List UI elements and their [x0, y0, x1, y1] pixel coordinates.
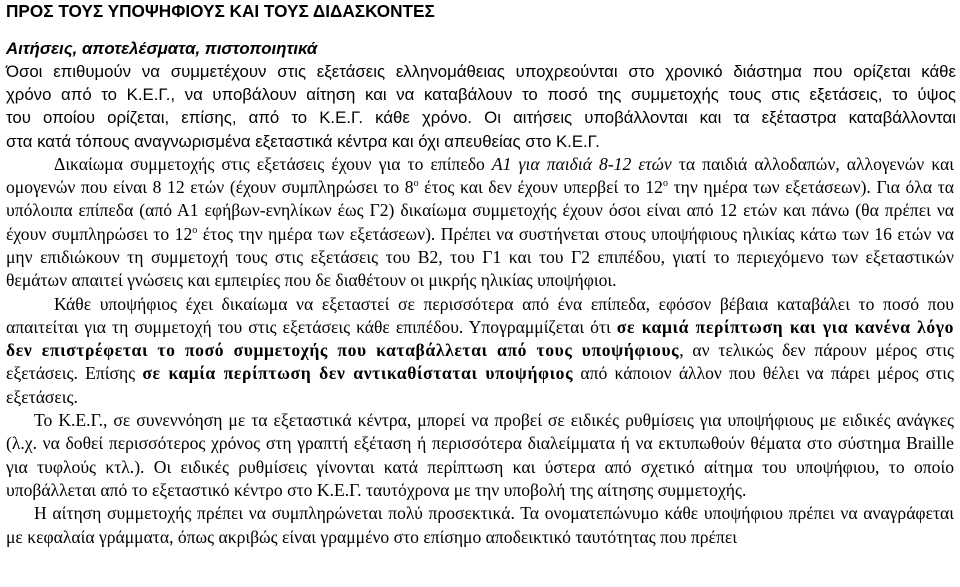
application-form-paragraph: Η αίτηση συμμετοχής πρέπει να συμπληρώνεται πολύ προσεκτικά. Τα ονοματεπώνυμο κάθε υποψήφιου πρέπει να αναγράφεται με κεφαλαία γράμματα, όπως ακριβώς είναι γραμμένο στο επίσημο αποδεικτικό ταυτότητας που πρέπει — [6, 503, 954, 547]
ordinal-superscript: ο — [192, 224, 198, 236]
intro-line-1: Όσοι επιθυμούν να συμμετέχουν στις εξετάσεις ελληνομάθειας υποχρεούνται στο χρονικό διάστημα που ορίζεται κάθε — [6, 62, 956, 81]
fees-paragraph — [6, 293, 954, 409]
fees-text-a: Κάθε υποψήφιος έχει δικαίωμα να εξεταστεί σε περισσότερα από ένα επίπεδα, εφόσον βέβαια καταβάλει το ποσό που απαιτείται για τη συμμετοχή του στις εξετάσεις κάθε επιπέδου. Υπογραμμίζεται ότι — [6, 293, 954, 337]
no-substitution-notice: σε καμία περίπτωση δεν αντικαθίσταται υποψήφιος — [142, 363, 574, 384]
eligibility-text-d: την ημέρα των εξετάσεων). Για όλα τα υπόλοιπα επίπεδα (από Α1 εφήβων-ενηλίκων έως Γ2) δικαίωμα συμμετοχής έχουν όσοι είναι από 12 ετών και πάνω (θα πρέπει να έχουν συμπληρώσει το 12 — [6, 177, 955, 244]
intro-paragraph — [6, 60, 956, 153]
fees-text-e: από κάποιον άλλον που θέλει να πάρει μέρος στις εξετάσεις. — [6, 363, 954, 407]
eligibility-level-a1-children: Α1 για παιδιά 8-12 ετών — [491, 153, 672, 174]
eligibility-text-e: έτος την ημέρα των εξετάσεων). Πρέπει να συστήνεται στους υποψήφιους ηλικίας κάτω των 16 ετών να μην επιδιώκουν τη συμμετοχή τους στις εξετάσεις του Β2, του Γ1 και του Γ2 επιπέδου, γιατί το περιεχόμενο των εξεταστικών θεμάτων απαιτεί γνώσεις και εμπειρίες που δε διαθέτουν οι μικρής ηλικίας υποψήφιοι. — [6, 223, 955, 291]
fees-text-c: , αν τελικώς δεν πάρουν μέρος στις εξετάσεις. Επίσης — [6, 340, 954, 384]
special-needs-paragraph: Το Κ.Ε.Γ., σε συνεννόηση με τα εξεταστικά κέντρα, μπορεί να προβεί σε ειδικές ρυθμίσεις για υποψήφιους με ειδικές ανάγκες (λ.χ. να δοθεί περισσότερος χρόνος στη γραπτή εξέταση ή περισσότερα διαλείμματα ή να εκτυπωθούν θέματα στο σύστημα Braille για τυφλούς κτλ.). Οι ειδικές ρυθμίσεις γίνονται κατά περίπτωση και ύστερα από σχετικό αίτημα του υποψήφιου, το οποίο υποβάλλεται από το εξεταστικό κέντρο στο Κ.Ε.Γ. ταυτόχρονα με την υποβολή της αίτησης συμμετοχής. — [6, 410, 954, 500]
eligibility-text-b: τα παιδιά αλλοδαπών, αλλογενών και ομογενών που είναι 8 12 ετών (έχουν συμπληρώσει το 8 — [6, 153, 954, 198]
ordinal-superscript: ο — [662, 178, 668, 190]
intro-line-3: του οποίου ορίζεται, επίσης, από το Κ.Ε.Γ. κάθε χρόνο. Οι αιτήσεις υποβάλλονται και τα εξέταστρα καταβάλλονται — [6, 108, 956, 128]
section-title: Αιτήσεις, αποτελέσματα, πιστοποιητικά — [6, 39, 318, 58]
page-heading: ΠΡΟΣ ΤΟΥΣ ΥΠΟΨΗΦΙΟΥΣ ΚΑΙ ΤΟΥΣ ΔΙΔΑΣΚΟΝΤΕΣ — [6, 1, 435, 21]
intro-line-4: στα κατά τόπους αναγνωρισμένα εξεταστικά κέντρα και όχι απευθείας στο Κ.Ε.Γ. — [6, 131, 600, 151]
eligibility-text-a: Δικαίωμα συμμετοχής στις εξετάσεις έχουν για το επίπεδο — [54, 153, 492, 174]
eligibility-text-c: έτος και δεν έχουν υπερβεί το 12 — [418, 177, 663, 198]
no-refund-notice: σε καμιά περίπτωση και για κανένα λόγο δεν επιστρέφεται το ποσό συμμετοχής που καταβάλλεται από τους υποψήφιους — [6, 316, 954, 361]
eligibility-paragraph — [6, 153, 954, 293]
ordinal-superscript: ο — [413, 178, 419, 190]
intro-line-2: χρόνο από το Κ.Ε.Γ., να υποβάλουν αίτηση και να καταβάλουν το ποσό της συμμετοχής τους στις εξετάσεις, το ύψος — [6, 85, 956, 105]
